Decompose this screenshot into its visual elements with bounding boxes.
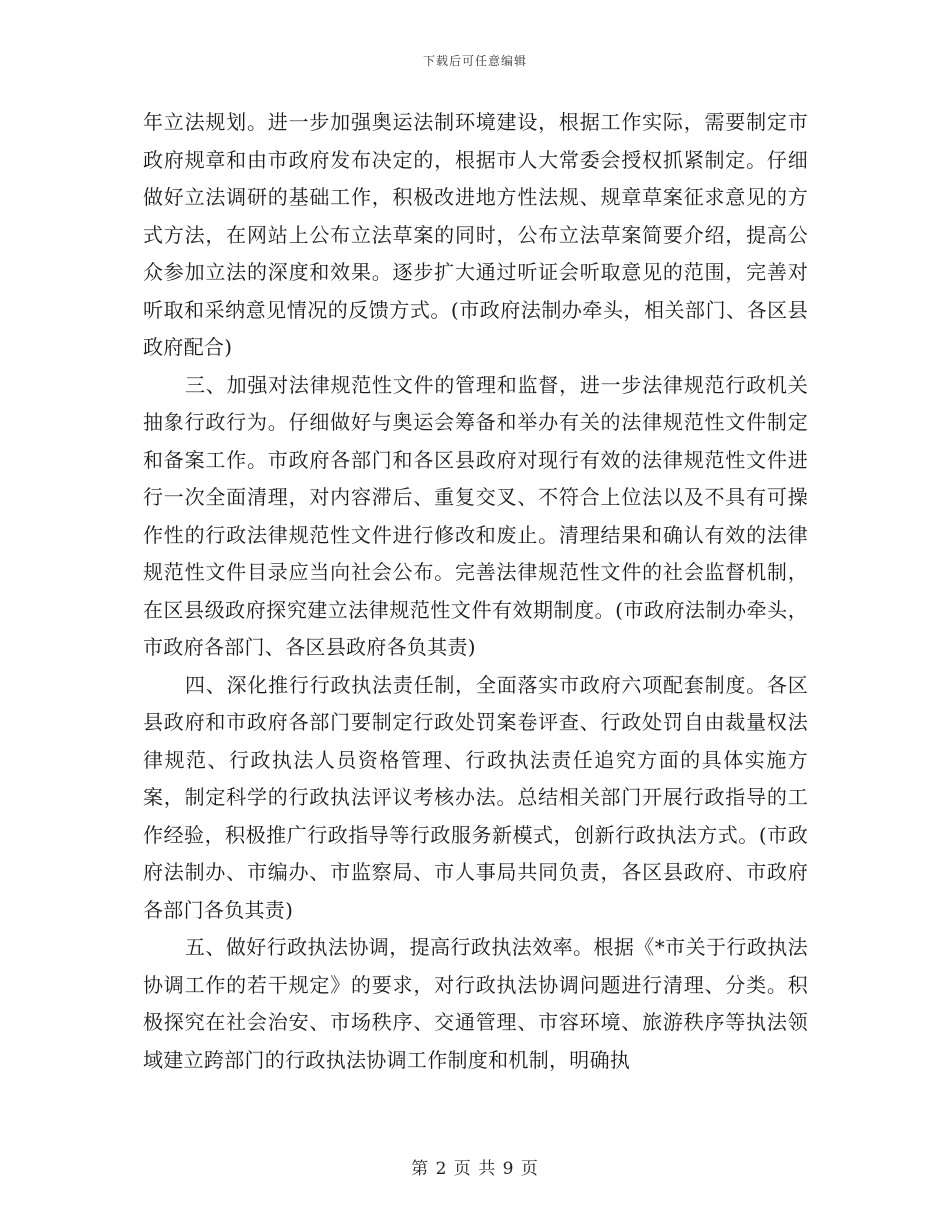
paragraph-3: 四、深化推行行政执法责任制，全面落实市政府六项配套制度。各区县政府和市政府各部门要制定行政处罚案卷评查、行政处罚自由裁量权法律规范、行政执法人员资格管理、行政执法责任追究方面的具体实施方案，制定科学的行政执法评议考核办法。总结相关部门开展行政指导的工作经验，积极推广行政指导等行政服务新模式，创新行政执法方式。(市政府法制办、市编办、市监察局、市人事局共同负责，各区县政府、市政府各部门各负其责): [143, 672, 808, 922]
paragraph-1: 年立法规划。进一步加强奥运法制环境建设，根据工作实际，需要制定市政府规章和由市政府发布决定的，根据市人大常委会授权抓紧制定。仔细做好立法调研的基础工作，积极改进地方性法规、规章草案征求意见的方式方法，在网站上公布立法草案的同时，公布立法草案简要介绍，提高公众参加立法的深度和效果。逐步扩大通过听证会听取意见的范围，完善对听取和采纳意见情况的反馈方式。(市政府法制办牵头，相关部门、各区县政府配合): [143, 110, 808, 359]
paragraph-2: 三、加强对法律规范性文件的管理和监督，进一步法律规范行政机关抽象行政行为。仔细做好与奥运会筹备和举办有关的法律规范性文件制定和备案工作。市政府各部门和各区县政府对现行有效的法律规范性文件进行一次全面清理，对内容滞后、重复交叉、不符合上位法以及不具有可操作性的行政法律规范性文件进行修改和废止。清理结果和确认有效的法律规范性文件目录应当向社会公布。完善法律规范性文件的社会监督机制，在区县级政府探究建立法律规范性文件有效期制度。(市政府法制办牵头，市政府各部门、各区县政府各负其责): [143, 372, 808, 659]
document-body: [143, 104, 808, 1079]
paragraph-4: 五、做好行政执法协调，提高行政执法效率。根据《*市关于行政执法协调工作的若干规定》的要求，对行政执法协调问题进行清理、分类。积极探究在社会治安、市场秩序、交通管理、市容环境、旅游秩序等执法领域建立跨部门的行政执法协调工作制度和机制，明确执: [143, 935, 808, 1072]
page-header: 下载后可任意编辑: [422, 54, 527, 68]
page-number-footer: 第 2 页 共 9 页: [411, 1159, 539, 1179]
